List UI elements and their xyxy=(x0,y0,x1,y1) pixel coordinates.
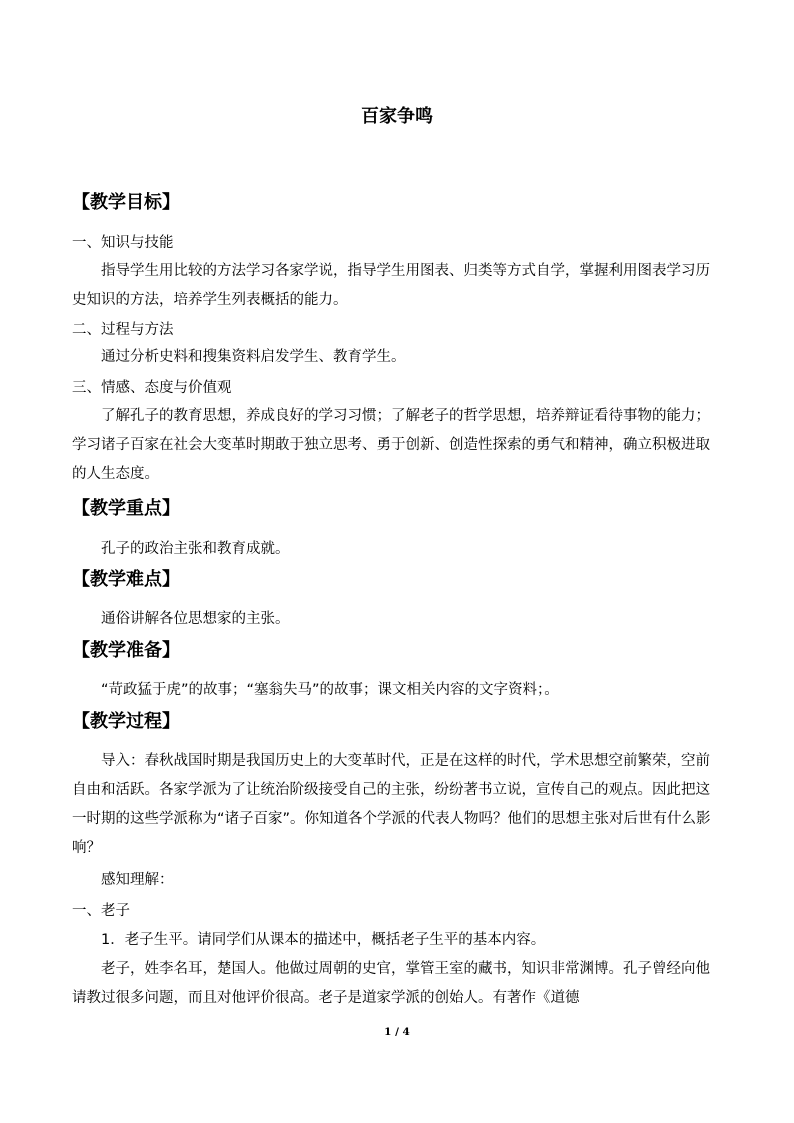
section-heading-goals: 【教学目标】 xyxy=(72,192,180,213)
laozi-heading: 一、老子 xyxy=(72,903,130,919)
difficulty-paragraph: 通俗讲解各位思想家的主张。 xyxy=(101,611,290,627)
intro-paragraph: 导入：春秋战国时期是我国历史上的大变革时代，正是在这样的时代，学术思想空前繁荣，空前自由和活跃。各家学派为了让统治阶级接受自己的主张，纷纷著书立说，宣传自己的观点。因此把这一时期的这些学派称为“诸子百家”。你知道各个学派的代表人物吗？他们的思想主张对后世有什么影响？ xyxy=(72,753,711,856)
section-heading-key: 【教学重点】 xyxy=(72,498,180,519)
key-paragraph: 孔子的政治主张和教育成就。 xyxy=(101,541,290,557)
laozi-paragraph: 老子，姓李名耳，楚国人。他做过周朝的史官，掌管王室的藏书，知识非常渊博。孔子曾经向他请教过很多问题，而且对他评价很高。老子是道家学派的创始人。有著作《道德 xyxy=(72,961,710,1006)
section-heading-difficulty: 【教学难点】 xyxy=(72,569,180,590)
page-number: 1 / 4 xyxy=(384,1026,410,1038)
page-title: 百家争鸣 xyxy=(361,106,433,127)
goal1-paragraph: 指导学生用比较的方法学习各家学说，指导学生用图表、归类等方式自学，掌握利用图表学习历史知识的方法，培养学生列表概括的能力。 xyxy=(72,263,710,308)
goal2-paragraph: 通过分析史料和搜集资料启发学生、教育学生。 xyxy=(101,349,406,365)
goal2-heading: 二、过程与方法 xyxy=(72,322,174,338)
goal3-heading: 三、情感、态度与价值观 xyxy=(72,380,232,396)
goal1-heading: 一、知识与技能 xyxy=(72,235,174,251)
perceive-paragraph: 感知理解： xyxy=(101,872,174,888)
laozi-question: 1．老子生平。请同学们从课本的描述中，概括老子生平的基本内容。 xyxy=(101,932,546,948)
goal3-paragraph: 了解孔子的教育思想，养成良好的学习习惯；了解老子的哲学思想，培养辩证看待事物的能力；学习诸子百家在社会大变革时期敢于独立思考、勇于创新、创造性探索的勇气和精神，确立积极进取的人生态度。 xyxy=(72,408,710,482)
preparation-paragraph: “苛政猛于虎”的故事；“塞翁失马”的故事；课文相关内容的文字资料；。 xyxy=(101,682,559,698)
section-heading-process: 【教学过程】 xyxy=(72,711,180,732)
section-heading-preparation: 【教学准备】 xyxy=(72,640,180,661)
